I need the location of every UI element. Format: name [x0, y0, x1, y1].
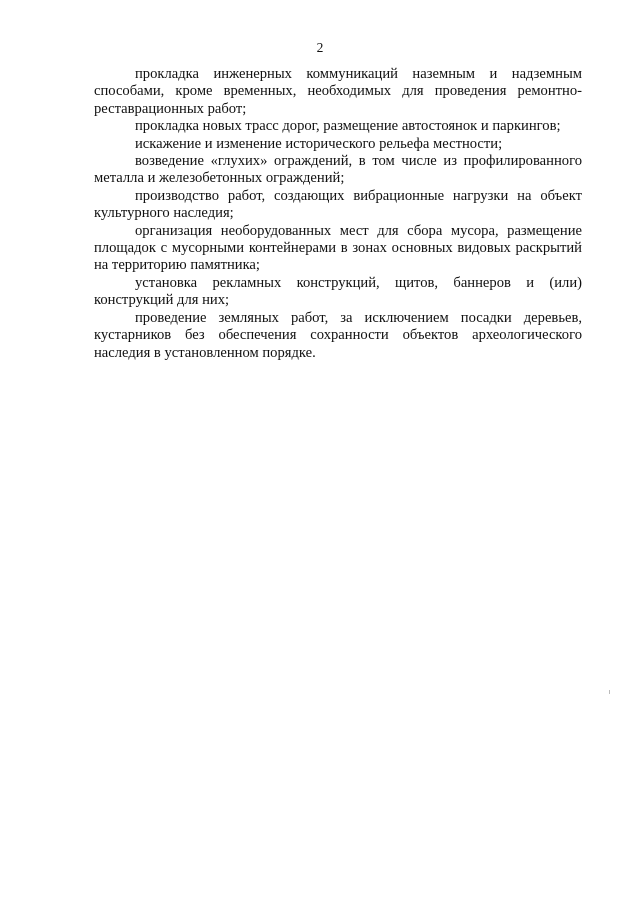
paragraph-vibration: производство работ, создающих вибрационные нагрузки на объект культурного наследия;: [94, 187, 582, 222]
paragraph-relief: искажение и изменение исторического рельефа местности;: [135, 135, 503, 152]
paragraph-advertising: установка рекламных конструкций, щитов, баннеров и (или) конструкций для них;: [94, 274, 582, 309]
document-body: [94, 66, 582, 362]
paragraph-garbage: организация необорудованных мест для сбора мусора, размещение площадок с мусорными контейнерами в зонах основных видовых раскрытий на территорию памятника;: [94, 222, 582, 274]
paragraph-fences: возведение «глухих» ограждений, в том числе из профилированного металла и железобетонных ограждений;: [94, 153, 582, 187]
scan-speck: [609, 690, 610, 694]
page-number: 2: [316, 40, 324, 55]
paragraph-earthworks: проведение земляных работ, за исключением посадки деревьев, кустарников без обеспечения сохранности объектов археологического наследия в установленном порядке.: [94, 309, 582, 361]
paragraph-utilities: прокладка инженерных коммуникаций наземным и надземным способами, кроме временных, необходимых для проведения ремонтно-реставрационных работ;: [94, 66, 582, 117]
paragraph-roads: прокладка новых трасс дорог, размещение автостоянок и паркингов;: [135, 118, 561, 135]
